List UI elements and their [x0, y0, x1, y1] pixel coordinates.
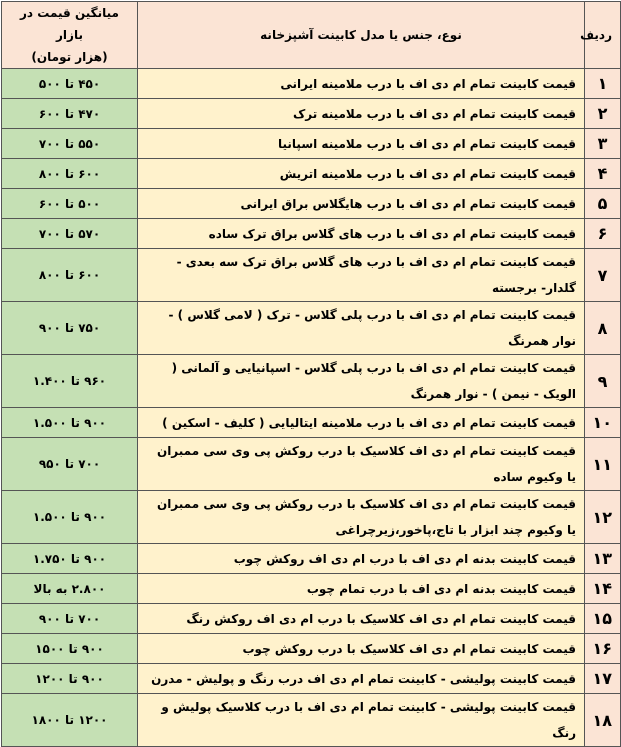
table-row	[2, 544, 621, 574]
header-description: نوع، جنس یا مدل کابینت آشپزخانه	[138, 2, 585, 69]
row-description: قیمت کابینت تمام ام دی اف با درب های گلاس براق ترک سه بعدی - گلدار- برجسته	[138, 249, 585, 302]
row-number: ۴	[585, 159, 621, 189]
row-price: ۹۶۰ تا ۱.۴۰۰	[2, 355, 138, 408]
row-price: ۵۵۰ تا ۷۰۰	[2, 129, 138, 159]
row-description: قیمت کابینت تمام ام دی اف کلاسیک با درب روکش پی وی سی ممبران یا وکیوم چند ابزار با تاج،پاخور،زیرچراغی	[138, 491, 585, 544]
row-description: قیمت کابینت تمام ام دی اف با درب پلی گلاس - ترک ( لامی گلاس ) - نوار همرنگ	[138, 302, 585, 355]
row-description: قیمت کابینت بدنه ام دی اف با درب ام دی اف روکش چوب	[138, 544, 585, 574]
row-price: ۷۰۰ تا ۹۰۰	[2, 604, 138, 634]
row-description: قیمت کابینت بدنه ام دی اف با درب تمام چوب	[138, 574, 585, 604]
table-row	[2, 491, 621, 544]
row-price: ۹۰۰ تا ۱.۷۵۰	[2, 544, 138, 574]
table-row	[2, 408, 621, 438]
row-description: قیمت کابینت پولیشی - کابینت تمام ام دی اف با درب کلاسیک پولیش و رنگ	[138, 694, 585, 747]
row-description: قیمت کابینت تمام ام دی اف با درب پلی گلاس - اسپانیایی و آلمانی ( الویک - نیمن ) - نوار همرنگ	[138, 355, 585, 408]
row-number: ۵	[585, 189, 621, 219]
row-price: ۲.۸۰۰ به بالا	[2, 574, 138, 604]
table-row	[2, 604, 621, 634]
row-description: قیمت کابینت تمام ام دی اف کلاسیک با درب ام دی اف روکش رنگ	[138, 604, 585, 634]
table-row	[2, 574, 621, 604]
row-description: قیمت کابینت تمام ام دی اف با درب ملامینه ترک	[138, 99, 585, 129]
header-price-unit: (هزار تومان)	[31, 50, 108, 64]
row-description: قیمت کابینت پولیشی - کابینت تمام ام دی اف درب رنگ و پولیش - مدرن	[138, 664, 585, 694]
row-price: ۴۷۰ تا ۶۰۰	[2, 99, 138, 129]
row-number: ۱۳	[585, 544, 621, 574]
row-number: ۱۶	[585, 634, 621, 664]
row-number: ۱۲	[585, 491, 621, 544]
row-price: ۶۰۰ تا ۸۰۰	[2, 249, 138, 302]
table-row	[2, 694, 621, 747]
header-row	[2, 2, 621, 69]
row-description: قیمت کابینت تمام ام دی اف با درب ملامینه ایرانی	[138, 69, 585, 99]
row-description: قیمت کابینت تمام ام دی اف با درب ملامینه ایتالیایی ( کلیف - اسکین )	[138, 408, 585, 438]
row-price: ۱۲۰۰ تا ۱۸۰۰	[2, 694, 138, 747]
table-row	[2, 189, 621, 219]
row-number: ۱	[585, 69, 621, 99]
table-row	[2, 302, 621, 355]
row-price: ۷۵۰ تا ۹۰۰	[2, 302, 138, 355]
row-description: قیمت کابینت تمام ام دی اف کلاسیک با درب روکش چوب	[138, 634, 585, 664]
row-price: ۶۰۰ تا ۸۰۰	[2, 159, 138, 189]
row-description: قیمت کابینت تمام ام دی اف با درب های گلاس براق ترک ساده	[138, 219, 585, 249]
price-table	[1, 1, 621, 747]
row-price: ۵۷۰ تا ۷۰۰	[2, 219, 138, 249]
row-number: ۲	[585, 99, 621, 129]
row-price: ۵۰۰ تا ۶۰۰	[2, 189, 138, 219]
table-row	[2, 69, 621, 99]
row-number: ۶	[585, 219, 621, 249]
row-description: قیمت کابینت تمام ام دی اف با درب هایگلاس براق ایرانی	[138, 189, 585, 219]
table-row	[2, 438, 621, 491]
header-price-title: میانگین قیمت در بازار	[20, 6, 119, 42]
table-row	[2, 355, 621, 408]
header-row-number: ردیف	[585, 2, 621, 69]
header-price	[2, 2, 138, 69]
row-price: ۹۰۰ تا ۱.۵۰۰	[2, 491, 138, 544]
row-number: ۱۰	[585, 408, 621, 438]
row-number: ۱۷	[585, 664, 621, 694]
row-price: ۴۵۰ تا ۵۰۰	[2, 69, 138, 99]
row-number: ۹	[585, 355, 621, 408]
table-row	[2, 664, 621, 694]
row-price: ۹۰۰ تا ۱۵۰۰	[2, 634, 138, 664]
row-description: قیمت کابینت تمام ام دی اف با درب ملامینه اسپانیا	[138, 129, 585, 159]
table-row	[2, 129, 621, 159]
row-price: ۹۰۰ تا ۱.۵۰۰	[2, 408, 138, 438]
row-price: ۷۰۰ تا ۹۵۰	[2, 438, 138, 491]
table-row	[2, 159, 621, 189]
table-row	[2, 634, 621, 664]
table-row	[2, 99, 621, 129]
table-row	[2, 249, 621, 302]
row-number: ۱۴	[585, 574, 621, 604]
row-description: قیمت کابینت تمام ام دی اف با درب ملامینه اتریش	[138, 159, 585, 189]
row-number: ۱۱	[585, 438, 621, 491]
row-number: ۱۸	[585, 694, 621, 747]
table-row	[2, 219, 621, 249]
row-number: ۸	[585, 302, 621, 355]
row-number: ۷	[585, 249, 621, 302]
row-description: قیمت کابینت تمام ام دی اف کلاسیک با درب روکش پی وی سی ممبران یا وکیوم ساده	[138, 438, 585, 491]
row-price: ۹۰۰ تا ۱۲۰۰	[2, 664, 138, 694]
row-number: ۱۵	[585, 604, 621, 634]
row-number: ۳	[585, 129, 621, 159]
